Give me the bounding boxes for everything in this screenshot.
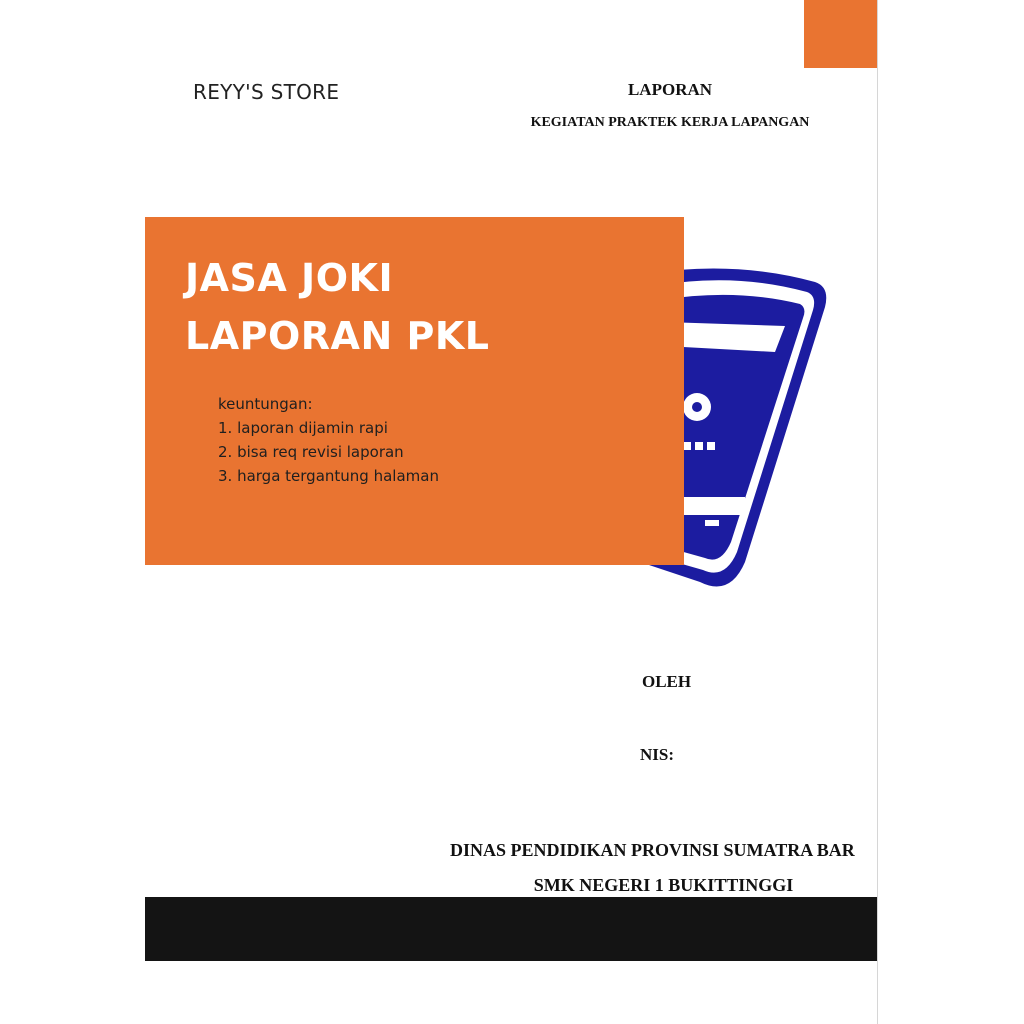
- store-name: REYY'S STORE: [193, 80, 340, 104]
- cover-title: LAPORAN: [627, 80, 713, 99]
- corner-accent: [804, 0, 877, 68]
- cover-subtitle: KEGIATAN PRAKTEK KERJA LAPANGAN: [530, 115, 810, 130]
- benefit-item: 1. laporan dijamin rapi: [218, 419, 388, 437]
- headline-line-2: LAPORAN PKL: [185, 314, 490, 358]
- logo-letter: J: [705, 296, 720, 329]
- institution-name: DINAS PENDIDIKAN PROVINSI SUMATRA BAR: [450, 840, 855, 860]
- nis-label: NIS:: [640, 745, 675, 764]
- benefit-item: 2. bisa req revisi laporan: [218, 443, 404, 461]
- school-name: SMK NEGERI 1 BUKITTINGGI: [533, 875, 794, 895]
- promo-banner: [145, 217, 684, 565]
- benefit-item: 3. harga tergantung halaman: [218, 467, 439, 485]
- promo-headline: [185, 249, 490, 365]
- footer-bar: [145, 897, 877, 961]
- page-edge: [877, 0, 878, 1024]
- benefits-title: keuntungan:: [218, 395, 313, 413]
- benefits-list: [218, 392, 439, 488]
- headline-line-1: JASA JOKI: [185, 256, 394, 300]
- by-label: OLEH: [642, 672, 692, 691]
